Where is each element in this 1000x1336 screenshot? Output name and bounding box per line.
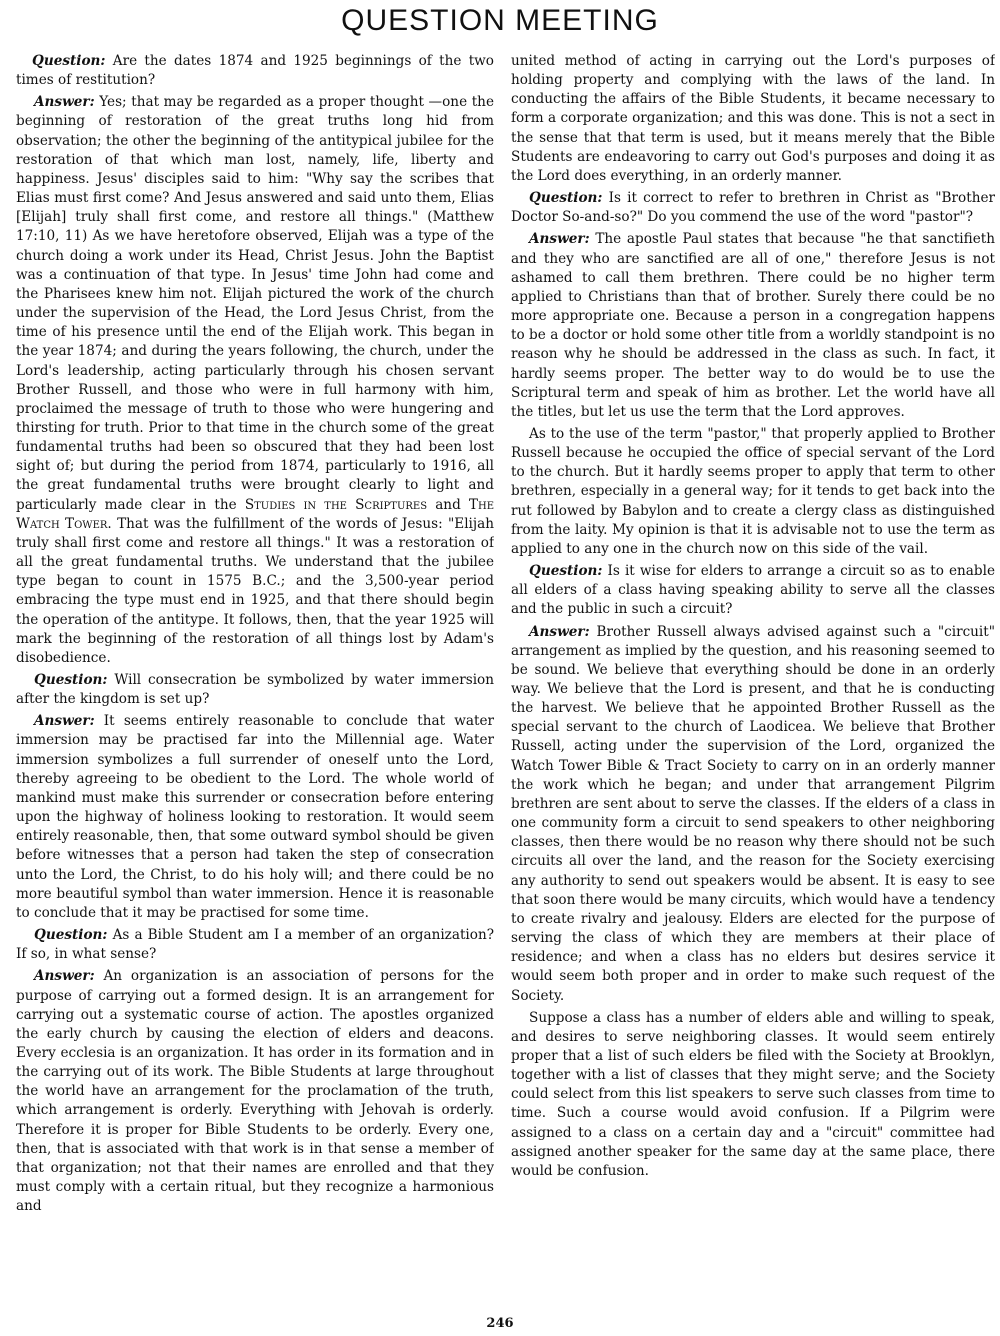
question-paragraph xyxy=(16,52,494,90)
question-text: Are the dates 1874 and 1925 beginnings of the two times of restitution? xyxy=(16,53,494,89)
question-text: As a Bible Student am I a member of an organization? If so, in what sense? xyxy=(16,927,494,963)
question-label: Question: xyxy=(32,53,106,69)
body-text: Suppose a class has a number of elders able and willing to speak, and desires to serve neighboring classes. It would seem entirely proper that a list of such elders be filed with the Society at Brooklyn, together with a list of classes that they might serve; and the Society could select from this list speakers to serve such classes from time to time. Such a course would avoid confusion. If a Pilgrim were assigned to a class on a certain day and a "circuit" committee had assigned another speaker for the same day at the same place, there would be confusion. xyxy=(511,1009,995,1179)
question-paragraph xyxy=(511,189,995,227)
magazine-title: The Watch Tower xyxy=(16,496,494,532)
question-label: Question: xyxy=(529,190,603,207)
answer-text: and xyxy=(427,496,469,513)
question-text: Is it correct to refer to brethren in Christ as "Brother Doctor So-and-so?" Do you commend the use of the word "pastor"? xyxy=(511,190,995,226)
answer-label: Answer: xyxy=(34,713,95,730)
answer-label: Answer: xyxy=(529,623,590,640)
question-label: Question: xyxy=(529,563,603,580)
left-column xyxy=(16,52,494,1314)
answer-text: Brother Russell always advised against such a "circuit" arrangement as implied by the question, and his reasoning seemed to be sound. We believe that everything should be done in an orderly way. We believe that the Lord is present, and that he is conducting the harvest. We believe that he appointed Brother Russell as the special servant to the church of Laodicea. We believe that Brother Russell, acting under the supervision of the Lord, organized the Watch Tower Bible & Tract Society to carry on in an orderly manner the work which he began; and under that arrangement Pilgrim brethren are sent about to serve the classes. If the elders of a class in one community form a circuit to send speakers to other neighboring classes, then there would be no reason why there should not be such circuits all over the land, and the reason for the Society exercising any authority to send out speakers would be absent. It is easy to see that soon there would be many circuits, which would have a tendency to create rivalry and jealousy. Elders are elected for the purpose of serving the class of which they are members at their place of residence; and when a class has no elders but desires service it would seem both proper and in order to make such request of the Society. xyxy=(511,623,995,1004)
answer-text: It seems entirely reasonable to conclude that water immersion may be practised far into the Millennial age. Water immersion symbolizes a full surrender of oneself unto the Lord, thereby agreeing to be obedient to the Lord. The whole world of mankind must make this surrender or consecration before entering upon the highway of holiness looking to restoration. It would seem entirely reasonable, then, that some outward symbol should be given before witnesses that a person had taken the step of consecration unto the Lord, the Christ, to do his holy will; and there could be no more beautiful symbol than water immersion. Hence it is reasonable to conclude that it may be practised for some time. xyxy=(16,713,494,921)
answer-text: The apostle Paul states that because "he that sanctifieth and they who are sanctified are all of one," therefore Jesus is not ashamed to call them brethren. There could be no higher term applied to Christians than that of brother. Surely there could be no more appropriate one. Because a person in a congregation happens to be a doctor or hold some other title from a worldly standpoint is no reason why he should be addressed in the class as such. In fact, it hardly seems proper. The better way to do would be to use the Scriptural term and speak of him as brother. Let the world have all the titles, but let us use the term that the Lord approves. xyxy=(511,231,995,420)
question-paragraph xyxy=(511,562,995,619)
body-paragraph xyxy=(511,425,995,559)
question-text: Will consecration be symbolized by water immersion after the kingdom is set up? xyxy=(16,672,494,708)
continued-paragraph xyxy=(511,52,995,186)
answer-label: Answer: xyxy=(34,94,95,111)
answer-text: Yes; that may be regarded as a proper thought —one the beginning of restoration of the great truths long hid from observation; the other the beginning of the antitypical jubilee for the restoration of that which man lost, namely, life, liberty and happiness. Jesus' disciples said to him: "Why say the scribes that Elias must first come? And Jesus answered and said unto them, Elias [Elijah] truly shall first come, and restore all things." (Matthew 17:10, 11) As we have heretofore observed, Elijah was a type of the church doing a work under its Head, Christ Jesus. John the Baptist was a continuation of that type. In Jesus' time John had come and the Pharisees knew him not. Elijah pictured the work of the church under the supervision of the Head, the Lord Jesus Christ, from the time of his presence until the end of the Elijah work. This began in the year 1874; and during the years following, the church, under the Lord's leadership, acting particularly through his chosen servant Brother Russell, and those who were in full harmony with him, proclaimed the message of truth to those who were hungering and thirsting for truth. Prior to that time in the church some of the great fundamental truths had been so obscured that they had been lost sight of; but during the period from 1874, particularly to 1916, all the great fundamental truths were brought clearly to light and particularly made clear in the xyxy=(16,94,494,513)
body-paragraph xyxy=(511,1009,995,1181)
answer-text: An organization is an association of persons for the purpose of carrying out a formed design. It is an arrangement for carrying out a systematic course of action. The apostles organized the early church by causing the election of elders and deacons. Every ecclesia is an organization. It has order in its formation and in the carrying out of its work. The Bible Students at large throughout the world have an arrangement for the proclamation of the truth, which arrangement is orderly. Everything with Jehovah is orderly. Therefore it is proper for Bible Students to be orderly. Every one, then, that is associated with that work is in that sense a member of that organization; not that their names are enrolled and that they must comply with a certain ritual, but they recognize a harmonious and xyxy=(16,968,494,1215)
question-label: Question: xyxy=(34,672,108,688)
page-title: QUESTION MEETING xyxy=(341,4,659,37)
question-paragraph xyxy=(16,671,494,709)
answer-paragraph xyxy=(511,623,995,1006)
answer-text: united method of acting in carrying out the Lord's purposes of holding property and complying with the laws of the land. In conducting the affairs of the Bible Students, it became necessary to form a corporate organization; and this was done. This is not a sect in the sense that that term is used, but it means merely that the Bible Students are endeavoring to carry out God's purposes and doing it as the Lord does everything, in an orderly manner. xyxy=(511,53,995,184)
right-column xyxy=(511,52,995,1314)
answer-paragraph xyxy=(16,712,494,923)
body-text: As to the use of the term "pastor," that properly applied to Brother Russell because he occupied the office of special servant of the Lord to the church. But it hardly seems proper to apply that term to other brethren, especially in a general way; for it tends to get back into the rut followed by Babylon and to create a clergy class as distinguished from the laity. My opinion is that it is advisable not to use the term as applied to any one in the church now on this side of the vail. xyxy=(511,425,995,557)
answer-text: . That was the fulfillment of the words of Jesus: "Elijah truly shall first come and restore all things." It was a restoration of all the great fundamental truths. We understand that the jubilee type began to count in 1575 B.C.; and the 3,500-year period embracing the type must end in 1925, and that there should begin the operation of the antitype. It follows, then, that the year 1925 will mark the beginning of the restoration of all things lost by Adam's disobedience. xyxy=(16,515,494,666)
page-number: 246 xyxy=(486,1316,514,1331)
question-paragraph xyxy=(16,926,494,964)
answer-label: Answer: xyxy=(529,231,590,248)
book-title: Studies in the Scriptures xyxy=(244,496,428,513)
answer-label: Answer: xyxy=(34,968,95,985)
answer-paragraph xyxy=(16,93,494,668)
question-label: Question: xyxy=(34,927,108,944)
answer-paragraph xyxy=(16,967,494,1216)
question-text: Is it wise for elders to arrange a circuit so as to enable all elders of a class having speaking ability to serve all the classes and the public in such a circuit? xyxy=(511,563,995,618)
answer-paragraph xyxy=(511,230,995,422)
